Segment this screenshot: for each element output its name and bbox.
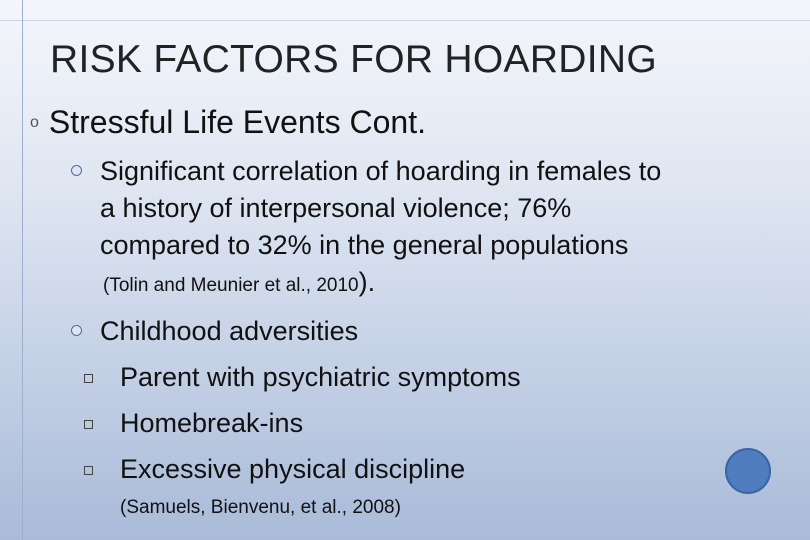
square-bullet-icon	[84, 466, 93, 475]
disc-bullet-icon	[71, 165, 82, 176]
square-bullet-icon	[84, 420, 93, 429]
circle-nav-button[interactable]	[725, 448, 771, 494]
square-bullet-icon	[84, 374, 93, 383]
hollow-circle-bullet-icon: o	[30, 113, 39, 131]
point1-line-1: Significant correlation of hoarding in females to	[100, 156, 662, 186]
frame-top-line	[0, 20, 810, 21]
point1-line-2: a history of interpersonal violence; 76%	[100, 193, 572, 223]
slide-title: RISK FACTORS FOR HOARDING	[50, 38, 658, 81]
point1-citation-text: (Tolin and Meunier et al., 2010	[103, 275, 359, 296]
subitem-3: Excessive physical discipline	[120, 454, 466, 484]
point1-line-3: compared to 32% in the general populations	[100, 230, 629, 260]
point1-citation	[100, 264, 661, 304]
point2-citation: (Samuels, Bienvenu, et al., 2008)	[120, 497, 401, 518]
level1-text: Stressful Life Events Cont.	[48, 104, 426, 140]
point2-text: Childhood adversities	[100, 316, 359, 346]
frame-left-line	[22, 0, 23, 540]
disc-bullet-icon	[71, 325, 82, 336]
level1-item	[30, 104, 426, 141]
subitem-1: Parent with psychiatric symptoms	[120, 362, 521, 392]
point1-paragraph	[100, 153, 661, 304]
point1-citation-close: ).	[358, 267, 376, 297]
subitem-2: Homebreak-ins	[120, 408, 304, 438]
